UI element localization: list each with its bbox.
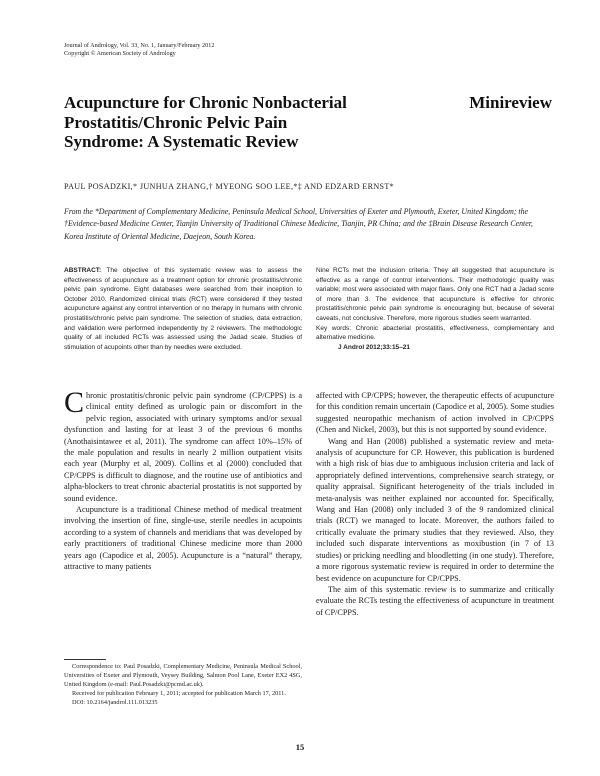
paragraph: Acupuncture is a traditional Chinese method of medical treatment involving the insertion of fine, single-use, sterile needles in acupoints according to a system of channels and meridians that was developed by early practitioners of traditional Chinese medicine more than 2000 years ago (Capodice et al, 2005). Acupuncture is a “natural” therapy, attractive to many patients [64, 505, 302, 572]
affiliations: From the *Department of Complementary Medicine, Peninsula Medical School, Universities of Exeter and Plymouth, Exeter, United Kingdom; the †Evidence-based Medicine Center, Tianjin University of Traditional Chinese Medicine, Tianjin, PR China; and the ‡Brain Disease Research Center, Korea Institute of Oriental Medicine, Daejeon, South Korea. [64, 207, 533, 241]
author-list: PAUL POSADZKI,* JUNHUA ZHANG,† MYEONG SOO LEE,*‡ AND EDZARD ERNST* [64, 182, 395, 191]
article-type: Minireview [469, 93, 552, 112]
abstract-left-column [64, 266, 302, 352]
article-citation: J Androl 2012;33:15–21 [338, 343, 411, 351]
article-title: Acupuncture for Chronic Nonbacterial Prostatitis/Chronic Pelvic Pain Syndrome: A Systematic Review [64, 93, 347, 151]
paragraph: Wang and Han (2008) published a systematic review and meta-analysis of acupuncture for CP. However, this publication is burdened with a high risk of bias due to ambiguous inclusion criteria and lack of appropriately defined interventions, comprehensive search strategy, or quality appraisal. Significant heterogeneity of the trials included in meta-analysis was neither explained nor accounted for. Specifically, Wang and Han (2008) only included 3 of the 9 randomized clinical trials (RCT) we managed to locate. Moreover, the authors failed to critically evaluate the primary studies that they reviewed. Also, they included such disparate interventions as moxibustion (in 7 of 13 studies) or pricking needling and bloodletting (in one study). Therefore, a more rigorous systematic review is required in order to determine the best evidence on acupuncture for CP/CPPS. [316, 436, 554, 583]
body-left-column [64, 386, 302, 573]
footnotes [64, 663, 302, 708]
paragraph-text: hronic prostatitis/chronic pelvic pain syndrome (CP/CPPS) is a clinical entity defined as urologic pain or discomfort in the pelvic region, associated with urinary symptoms and/or sexual dysfunction and lasting for at least 3 of the previous 6 months (Anothaisintawee et al, 2011). The syndrome can affect 10%–15% of the male population and results in nearly 2 million outpatient visits each year (Murphy et al, 2009). Collins et al (2000) concluded that CP/CPPS is difficult to diagnose, and the routine use of antibiotics and alpha-blockers to treat chronic abacterial prostatitis is not supported by sound evidence. [64, 391, 302, 503]
paragraph: The aim of this systematic review is to summarize and critically evaluate the RCTs testing the effectiveness of acupuncture in treatment of CP/CPPS. [316, 584, 554, 617]
abstract-text-left: The objective of this systematic review was to assess the effectiveness of acupuncture as a treatment option for chronic prostatitis/chronic pelvic pain syndrome. Eight databases were searched from their inception to October 2010. Randomized clinical trials (RCT) were considered if they tested acupuncture against any control intervention or no therapy in humans with chronic prostatitis/chronic pelvic pain syndrome. The selection of studies, data extraction, and validation were performed independently by 2 reviewers. The methodologic quality of all included RCTs was assessed using the Jadad scale. Studies of stimulation of acupoints other than by needles were excluded. [64, 267, 302, 351]
abstract-keywords: Key words: Chronic abacterial prostatitis, effectiveness, complementary and alternative medicine. [316, 324, 554, 342]
paragraph: affected with CP/CPPS; however, the therapeutic effects of acupuncture for this condition remain uncertain (Capodice et al, 2005). Some studies suggested neuropathic mechanism of action involved in CP/CPPS (Chen and Nickel, 2003), but this is not supported by sound evidence. [316, 391, 554, 435]
paragraph [64, 386, 302, 504]
received-note: Received for publication February 1, 2011; accepted for publication March 17, 2011. [72, 689, 286, 697]
correspondence-note: Correspondence to: Paul Posadzki, Complementary Medicine, Peninsula Medical School, Universities of Exeter and Plymouth, Veysey Building, Salmon Pool Lane, Exeter EX2 4SG, United Kingdom (e-mail: Paul.Posadzki@pcmd.ac.uk). [64, 663, 302, 688]
abstract-text-right: Nine RCTs met the inclusion criteria. They all suggested that acupuncture is effective as a range of control interventions. Their methodologic quality was variable; most were associated with major flaws. Only one RCT had a Jadad score of more than 3. The evidence that acupuncture is effective for chronic prostatitis/chronic pelvic pain syndrome is encouraging but, because of several caveats, not conclusive. Therefore, more rigorous studies seem warranted. [316, 267, 554, 322]
journal-citation-line: Journal of Andrology, Vol. 33, No. 1, January/February 2012 [64, 42, 215, 49]
body-right-column [316, 390, 554, 618]
abstract-heading: ABSTRACT: [64, 267, 102, 274]
journal-header [64, 42, 364, 58]
page-number: 15 [295, 742, 305, 752]
footnote-divider [64, 659, 106, 660]
doi-note: DOI: 10.2164/jandrol.111.013235 [72, 698, 158, 706]
abstract-right-column [316, 266, 554, 352]
drop-cap: C [64, 386, 85, 419]
copyright-line: Copyright © American Society of Andrology [64, 50, 176, 58]
